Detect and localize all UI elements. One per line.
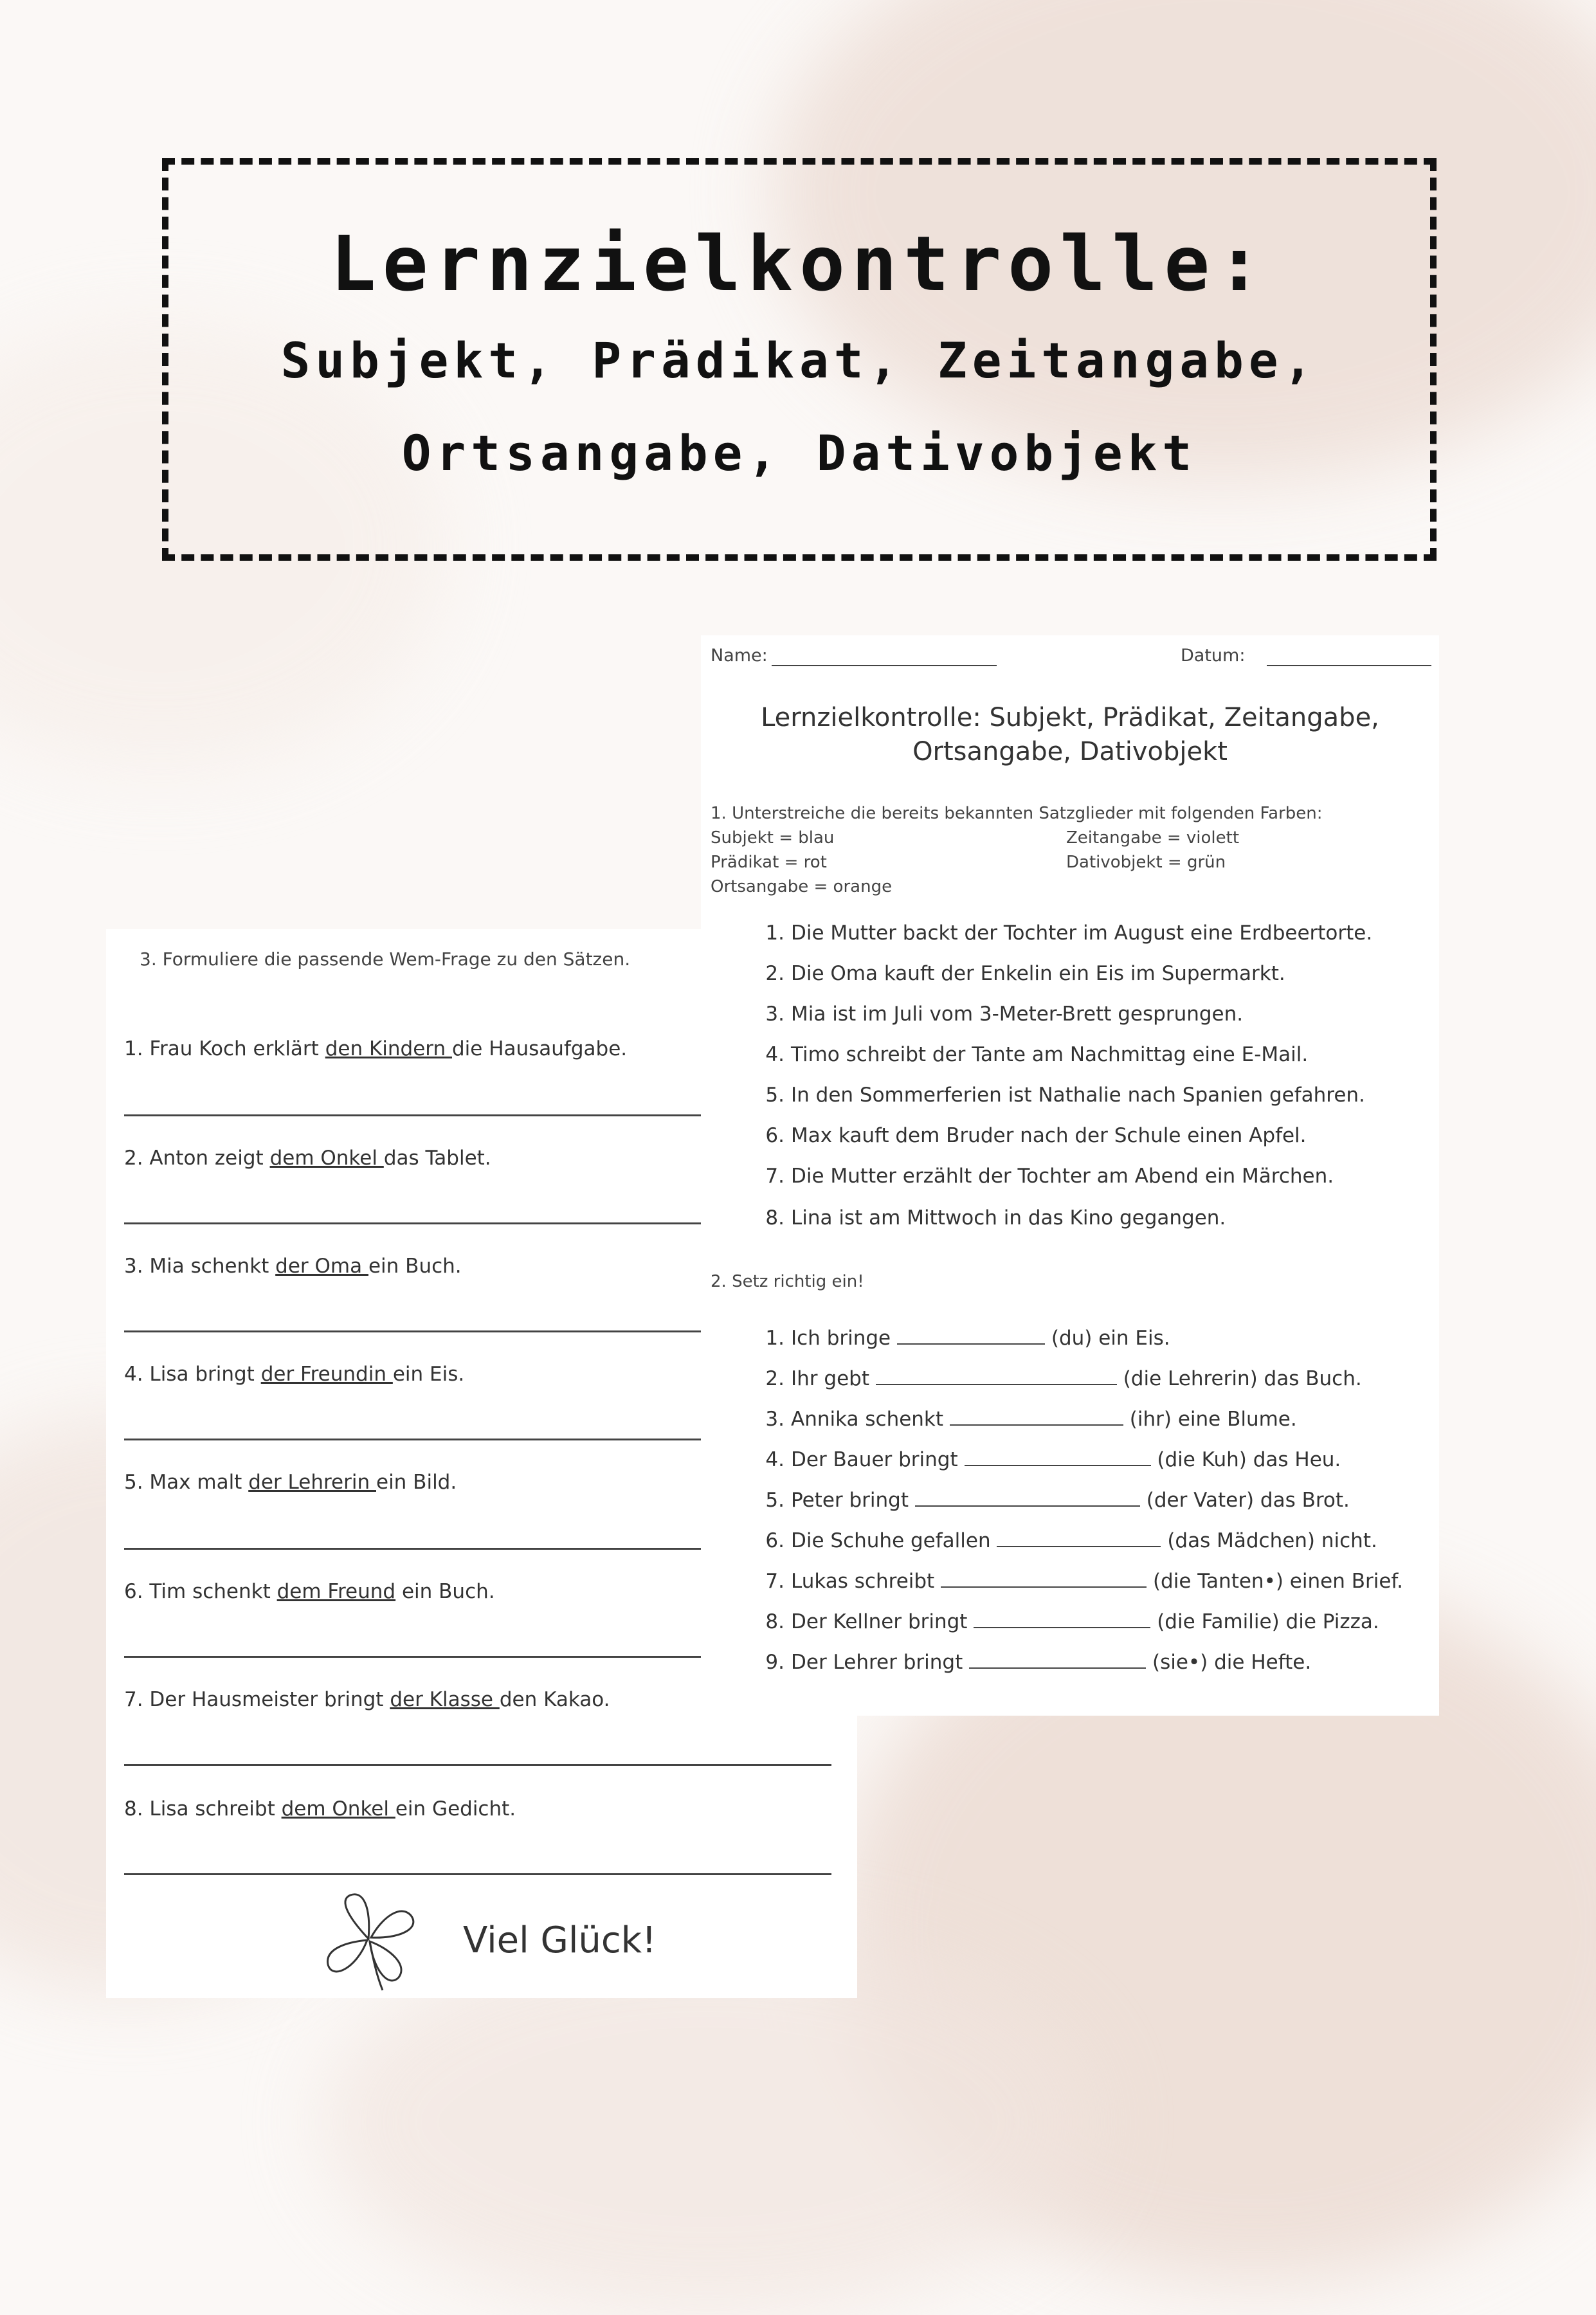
task1-sentence: Die Mutter erzählt der Tochter am Abend ein Märchen. (791, 1165, 1334, 1188)
task1-sentence: In den Sommerferien ist Nathalie nach Spanien gefahren. (791, 1084, 1365, 1107)
item-hint: (ihr) eine Blume. (1129, 1408, 1297, 1431)
item-hint: (die Lehrerin) das Buch. (1123, 1367, 1362, 1390)
task3-item-5 (124, 1471, 457, 1494)
title-box (162, 158, 1437, 561)
task3-item-3 (124, 1255, 462, 1278)
blank-field[interactable] (915, 1490, 1140, 1507)
task3-item-6 (124, 1580, 495, 1603)
answer-line[interactable] (124, 1330, 792, 1332)
task2-instruction: 2. Setz richtig ein! (711, 1272, 864, 1291)
answer-line[interactable] (124, 1764, 831, 1766)
task2-num: 5. (765, 1489, 784, 1512)
item-text: Ich bringe (791, 1327, 891, 1350)
item-text: 3. Mia schenkt (124, 1255, 276, 1278)
item-hint: (die Familie) die Pizza. (1157, 1610, 1379, 1633)
task2-item (791, 1529, 1377, 1552)
dative-object: dem Freund (277, 1580, 396, 1603)
item-text: 2. Anton zeigt (124, 1147, 270, 1170)
task3-item-1 (124, 1037, 627, 1060)
item-text: 7. Der Hausmeister bringt (124, 1688, 390, 1711)
legend-ortsangabe: Ortsangabe = orange (711, 877, 893, 896)
task1-sentence: Lina ist am Mittwoch in das Kino gegangen. (791, 1206, 1226, 1230)
dative-object: der Freundin (260, 1363, 393, 1386)
blank-field[interactable] (950, 1409, 1123, 1426)
dative-object: dem Onkel (269, 1147, 384, 1170)
dative-object: der Lehrerin (248, 1471, 376, 1494)
item-text: den Kakao. (499, 1688, 610, 1711)
task2-num: 7. (765, 1570, 784, 1593)
task3-item-8 (124, 1797, 516, 1820)
item-hint: (du) ein Eis. (1051, 1327, 1170, 1350)
item-text: ein Gedicht. (395, 1797, 516, 1820)
item-hint: (die Kuh) das Heu. (1157, 1448, 1341, 1471)
task1-sentence: Die Mutter backt der Tochter im August eine Erdbeertorte. (791, 921, 1373, 945)
cover-subtitle (281, 314, 1318, 500)
task1-instruction: 1. Unterstreiche die bereits bekannten Satzglieder mit folgenden Farben: (711, 804, 1323, 823)
blank-field[interactable] (997, 1530, 1161, 1547)
item-text: Der Lehrer bringt (791, 1651, 963, 1674)
date-label: Datum: (1181, 646, 1246, 666)
task2-num: 8. (765, 1610, 784, 1633)
task2-item (791, 1448, 1341, 1471)
blank-field[interactable] (974, 1611, 1150, 1628)
task2-item (791, 1408, 1297, 1431)
legend-zeitangabe: Zeitangabe = violett (1066, 828, 1240, 848)
dative-object: der Klasse (390, 1688, 500, 1711)
task2-item (791, 1367, 1362, 1390)
answer-line[interactable] (124, 1656, 792, 1658)
dative-object: den Kindern (325, 1037, 452, 1060)
item-text: ein Buch. (368, 1255, 462, 1278)
task2-num: 6. (765, 1529, 784, 1552)
task3-instruction: 3. Formuliere die passende Wem-Frage zu den Sätzen. (140, 949, 631, 970)
cover-subtitle-line-2: Ortsangabe, Dativobjekt (401, 424, 1197, 482)
task2-num: 1. (765, 1327, 784, 1350)
task2-item (791, 1489, 1350, 1512)
dative-object: dem Onkel (281, 1797, 395, 1820)
task1-num: 2. (765, 962, 784, 985)
item-text: 8. Lisa schreibt (124, 1797, 282, 1820)
item-text: Lukas schreibt (791, 1570, 935, 1593)
item-text: Ihr gebt (791, 1367, 869, 1390)
worksheet-page-task1-2 (701, 635, 1439, 1716)
task1-num: 7. (765, 1165, 784, 1188)
task2-item (791, 1327, 1170, 1350)
sheet-title-line-2: Ortsangabe, Dativobjekt (912, 737, 1228, 767)
item-text: 4. Lisa bringt (124, 1363, 261, 1386)
task1-num: 5. (765, 1084, 784, 1107)
item-text: Der Kellner bringt (791, 1610, 968, 1633)
item-text: Peter bringt (791, 1489, 909, 1512)
task1-sentence: Mia ist im Juli vom 3-Meter-Brett gesprungen. (791, 1003, 1244, 1026)
task2-item (791, 1610, 1379, 1633)
item-text: 5. Max malt (124, 1471, 249, 1494)
item-text: ein Buch. (395, 1580, 495, 1603)
answer-line[interactable] (124, 1548, 792, 1550)
legend-praedikat: Prädikat = rot (711, 853, 827, 872)
task1-num: 4. (765, 1043, 784, 1066)
dative-object: der Oma (275, 1255, 368, 1278)
date-field[interactable] (1267, 665, 1431, 666)
task2-num: 4. (765, 1448, 784, 1471)
blank-field[interactable] (876, 1368, 1117, 1385)
task3-item-2 (124, 1147, 491, 1170)
task1-sentence: Max kauft dem Bruder nach der Schule einen Apfel. (791, 1124, 1307, 1147)
answer-line[interactable] (124, 1439, 792, 1440)
task2-item (791, 1651, 1311, 1674)
item-text: ein Eis. (392, 1363, 465, 1386)
item-hint: (das Mädchen) nicht. (1167, 1529, 1377, 1552)
task1-num: 6. (765, 1124, 784, 1147)
item-hint: (sie•) die Hefte. (1152, 1651, 1312, 1674)
task1-sentence: Die Oma kauft der Enkelin ein Eis im Supermarkt. (791, 962, 1285, 985)
item-hint: (die Tanten•) einen Brief. (1152, 1570, 1403, 1593)
task2-num: 9. (765, 1651, 784, 1674)
legend-subjekt: Subjekt = blau (711, 828, 835, 848)
item-text: Annika schenkt (791, 1408, 944, 1431)
answer-line[interactable] (124, 1222, 792, 1224)
name-label: Name: (711, 646, 768, 666)
task2-item (791, 1570, 1403, 1593)
task2-num: 2. (765, 1367, 784, 1390)
name-field[interactable] (772, 665, 997, 666)
cover-title: Lernzielkontrolle: (330, 219, 1269, 308)
item-hint: (der Vater) das Brot. (1146, 1489, 1350, 1512)
task3-item-4 (124, 1363, 464, 1386)
task1-sentence: Timo schreibt der Tante am Nachmittag eine E-Mail. (791, 1043, 1309, 1066)
item-text: das Tablet. (383, 1147, 491, 1170)
item-text: ein Bild. (376, 1471, 457, 1494)
legend-dativobjekt: Dativobjekt = grün (1066, 853, 1226, 872)
item-text: Der Bauer bringt (791, 1448, 958, 1471)
blank-field[interactable] (897, 1328, 1045, 1345)
item-text: 1. Frau Koch erklärt (124, 1037, 325, 1060)
item-text: 6. Tim schenkt (124, 1580, 277, 1603)
task1-num: 8. (765, 1206, 784, 1230)
sheet-title-line-1: Lernzielkontrolle: Subjekt, Prädikat, Zeitangabe, (761, 703, 1379, 732)
blank-field[interactable] (969, 1652, 1146, 1669)
answer-line[interactable] (124, 1873, 831, 1875)
answer-line[interactable] (124, 1114, 792, 1116)
task1-num: 1. (765, 921, 784, 945)
item-text: Die Schuhe gefallen (791, 1529, 991, 1552)
blank-field[interactable] (941, 1571, 1147, 1588)
task2-num: 3. (765, 1408, 784, 1431)
blank-field[interactable] (965, 1449, 1151, 1466)
closing-text: Viel Glück! (463, 1920, 657, 1961)
task3-item-7 (124, 1688, 610, 1711)
cover-subtitle-line-1: Subjekt, Prädikat, Zeitangabe, (280, 331, 1318, 389)
item-text: die Hausaufgabe. (451, 1037, 628, 1060)
clover-icon (312, 1887, 428, 1997)
task1-num: 3. (765, 1003, 784, 1026)
